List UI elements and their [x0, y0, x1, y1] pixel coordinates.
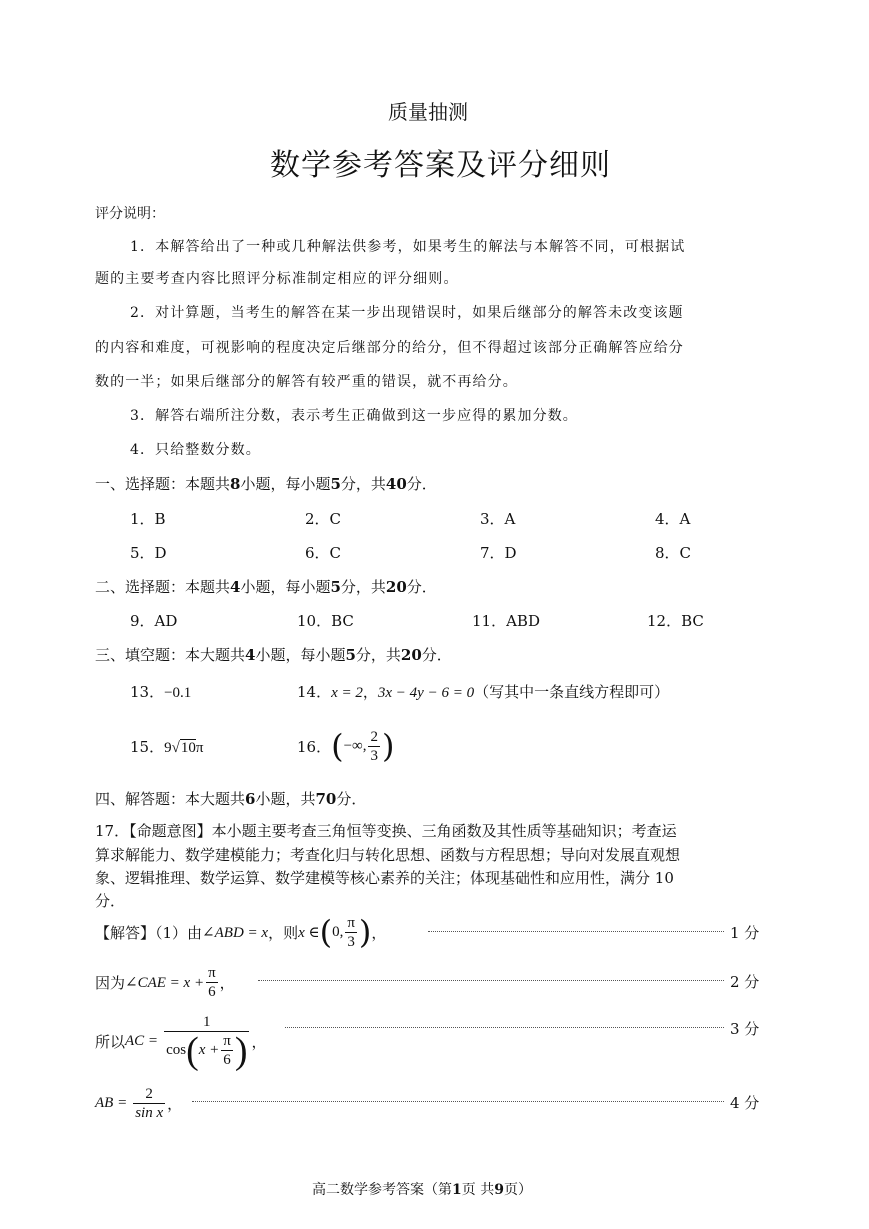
fraction-two-thirds: $\frac{2}{3}$	[370, 728, 378, 764]
left-paren: (	[331, 727, 344, 765]
answer-q5: 5．D	[130, 544, 167, 562]
answer-q8: 8．C	[655, 544, 692, 562]
document-title: 数学参考答案及评分细则	[270, 148, 611, 183]
q17-step-3: 所以 AC = 1 cos ( x + $\frac{\pi}{6}$ ) ，	[95, 1014, 267, 1072]
instruction-4: 4．只给整数分数。	[130, 442, 261, 458]
answer-q2: 2．C	[305, 510, 342, 528]
instruction-2-line-1: 2．对计算题，当考生的解答在某一步出现错误时，如果后继部分的解答未改变该题	[130, 305, 684, 321]
fraction-pi-over-6: $\frac{\pi}{6}$	[208, 964, 216, 1000]
answer-q4: 4．A	[655, 510, 691, 528]
q17-intent-line-4: 分．	[95, 892, 126, 910]
fraction-one-over-cos: 1 cos ( x + $\frac{\pi}{6}$ )	[166, 1014, 248, 1072]
q17-intent-line-2: 算求解能力、数学建模能力；考查化归与转化思想、函数与方程思想；导向对发展直观想	[95, 846, 681, 864]
instructions-label: 评分说明：	[95, 206, 165, 222]
answer-q3: 3．A	[480, 510, 516, 528]
leader-dots-3	[285, 1025, 724, 1028]
q17-step-2-score: 2 分	[730, 973, 760, 991]
section-4-heading: 四、解答题：本大题共6小题，共70分．	[95, 790, 367, 808]
left-paren: (	[186, 1029, 199, 1072]
answer-q15: 15．9√10π	[130, 738, 204, 756]
q17-step-4: AB = $\frac{2}{\text{sin x}}$ ，	[95, 1085, 183, 1121]
fraction-pi-over-6: $\frac{\pi}{6}$	[223, 1033, 231, 1068]
instruction-1-line-1: 1．本解答给出了一种或几种解法供参考，如果考生的解法与本解答不同，可根据试	[130, 239, 686, 255]
left-paren: (	[319, 913, 333, 951]
fraction-two-over-sin: $\frac{2}{\text{sin x}}$	[135, 1085, 164, 1121]
q17-step-4-score: 4 分	[730, 1094, 760, 1112]
q17-step-1: 【解答】（1）由 ∠ABD = x ，则 x ∈ ( 0, $\frac{\pi}{3}$ ) ，	[95, 913, 387, 951]
answer-q1: 1．B	[130, 510, 166, 528]
leader-dots-4	[192, 1099, 724, 1102]
right-paren: )	[358, 913, 372, 951]
answer-q13: 13．−0.1	[130, 683, 192, 701]
q17-intent-line-1: 17．【命题意图】本小题主要考查三角恒等变换、三角函数及其性质等基础知识；考查运	[95, 822, 677, 840]
sqrt-symbol: √	[171, 740, 180, 756]
section-1-heading: 一、选择题：本题共8小题，每小题5分，共40分．	[95, 475, 437, 493]
instruction-2-line-2: 的内容和难度，可视影响的程度决定后继部分的给分，但不得超过该部分正确解答应给分	[95, 340, 684, 356]
answer-q6: 6．C	[305, 544, 342, 562]
right-paren: )	[234, 1029, 248, 1072]
q17-intent-line-3: 象、逻辑推理、数学运算、数学建模等核心素养的关注；体现基础性和应用性，满分 10	[95, 869, 674, 887]
q17-step-2: 因为 ∠CAE = x + $\frac{\pi}{6}$ ，	[95, 964, 235, 1000]
instruction-3: 3．解答右端所注分数，表示考生正确做到这一步应得的累加分数。	[130, 408, 578, 424]
answer-q12: 12．BC	[647, 612, 704, 630]
instruction-2-line-3: 数的一半；如果后继部分的解答有较严重的错误，就不再给分。	[95, 374, 518, 390]
leader-dots-1	[428, 929, 724, 932]
right-paren: )	[381, 727, 395, 765]
leader-dots-2	[258, 978, 724, 981]
q17-step-3-score: 3 分	[730, 1020, 760, 1038]
answer-q10: 10．BC	[297, 612, 354, 630]
document-subtitle: 质量抽测	[388, 100, 468, 124]
answer-q9: 9．AD	[130, 612, 178, 630]
q17-step-1-score: 1 分	[730, 924, 760, 942]
answer-q7: 7．D	[480, 544, 517, 562]
section-2-heading: 二、选择题：本题共4小题，每小题5分，共20分．	[95, 578, 437, 596]
answer-q14: 14．x = 2，3x − 4y − 6 = 0（写其中一条直线方程即可）	[297, 683, 670, 701]
page-footer: 高二数学参考答案（第1页 共9页）	[312, 1182, 532, 1198]
answer-q16: 16． ( −∞, $\frac{2}{3}$ )	[297, 727, 395, 765]
section-3-heading: 三、填空题：本大题共4小题，每小题5分，共20分．	[95, 646, 452, 664]
fraction-pi-over-3: $\frac{\pi}{3}$	[347, 914, 355, 950]
answer-q11: 11．ABD	[472, 612, 540, 630]
instruction-1-line-2: 题的主要考查内容比照评分标准制定相应的评分细则。	[95, 271, 459, 287]
